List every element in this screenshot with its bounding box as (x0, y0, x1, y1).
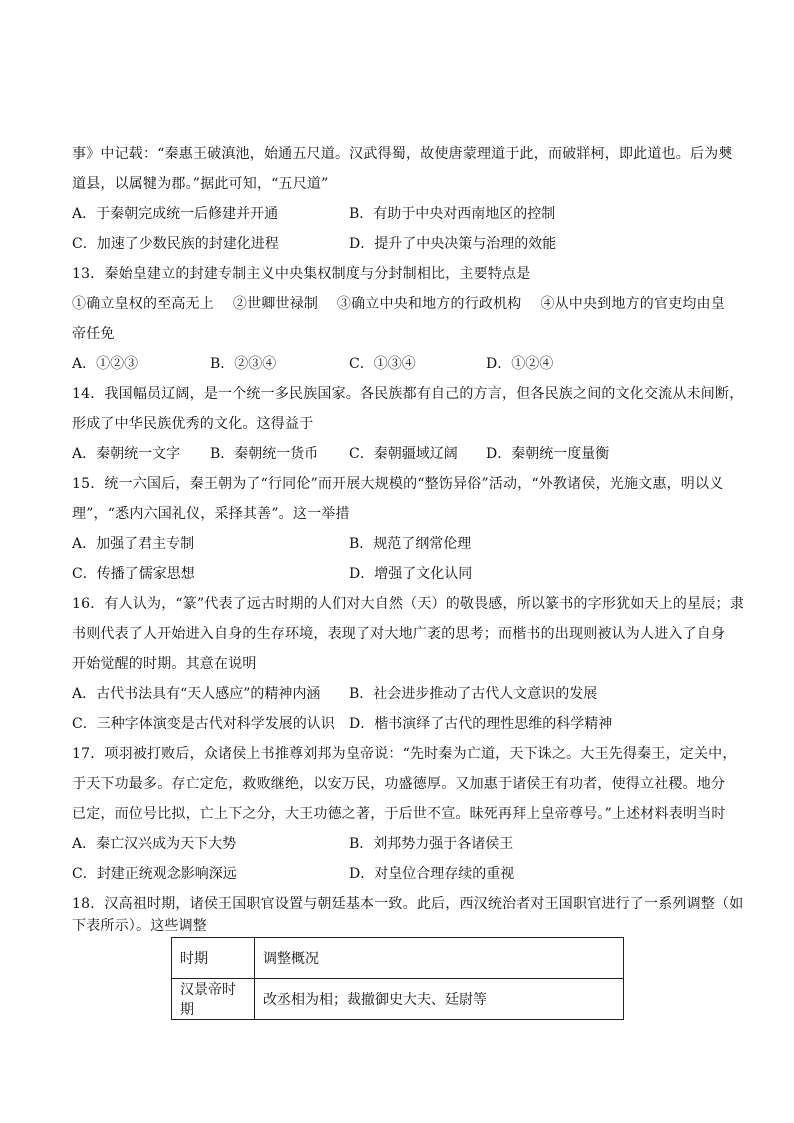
q18-stem-line-2: 下表所示）。这些调整 (72, 918, 207, 934)
q14-option-b[interactable]: B．秦朝统一货币 (210, 446, 319, 462)
q16-stem-line-2: 书则代表了人开始进入自身的生存环境，表现了对大地广袤的思考；而楷书的出现则被认为人进入了自身 (72, 626, 726, 642)
table-cell-adjustment: 改丞相为相；裁撤御史大夫、廷尉等 (255, 979, 624, 1020)
q16-stem-line-1: 16．有人认为，“篆”代表了远古时期的人们对大自然（天）的敬畏感，所以篆书的字形犹如天上的星辰；隶 (72, 596, 744, 612)
q16-option-c[interactable]: C．三种字体演变是古代对科学发展的认识 (72, 716, 335, 732)
q15-stem-line-2: 理”，“悉内六国礼仪，采择其善”。这一举措 (72, 506, 350, 522)
q12-option-a[interactable]: A．于秦朝完成统一后修建并开通 (72, 206, 279, 222)
table-row (172, 979, 624, 1020)
table-cell-period: 汉景帝时期 (172, 979, 255, 1020)
q12-stem-line-2: 道县，以属犍为郡。”据此可知，“五尺道” (72, 176, 329, 192)
q15-option-b[interactable]: B．规范了纲常伦理 (349, 536, 472, 552)
q15-option-c[interactable]: C．传播了儒家思想 (72, 566, 195, 582)
q14-stem-line-1: 14．我国幅员辽阔，是一个统一多民族国家。各民族都有自己的方言，但各民族之间的文化交流从未间断， (72, 386, 744, 402)
q12-stem-line-1: 事》中记载：“秦惠王破滇池，始通五尺道。汉武得蜀，故使唐蒙理道于此，而破牂柯，即此道也。后为僰 (72, 146, 733, 162)
q13-stem-line-1: 13．秦始皇建立的封建专制主义中央集权制度与分封制相比，主要特点是 (72, 266, 531, 282)
q17-option-a[interactable]: A．秦亡汉兴成为天下大势 (72, 836, 237, 852)
q15-stem-line-1: 15．统一六国后，秦王朝为了“行同伦”而开展大规模的“整饬异俗”活动，“外教诸侯，光施文惠，明以义 (72, 476, 724, 492)
q15-option-a[interactable]: A．加强了君主专制 (72, 536, 195, 552)
q16-stem-line-3: 开始觉醒的时期。其意在说明 (72, 656, 257, 672)
q17-option-c[interactable]: C．封建正统观念影响深远 (72, 866, 237, 882)
q13-option-a[interactable]: A．①②③ (72, 356, 139, 372)
table-header-period: 时期 (172, 938, 255, 979)
q17-option-b[interactable]: B．刘邦势力强于各诸侯王 (349, 836, 514, 852)
q13-stem-line-2: ①确立皇权的至高无上 ②世卿世禄制 ③确立中央和地方的行政机构 ④从中央到地方的官吏均由皇 (72, 296, 725, 312)
q17-stem-line-1: 17．项羽被打败后，众诸侯上书推尊刘邦为皇帝说：“先时秦为亡道，天下诛之。大王先得秦王，定关中， (72, 746, 737, 762)
q14-stem-line-2: 形成了中华民族优秀的文化。这得益于 (72, 416, 314, 432)
q16-option-d[interactable]: D．楷书演绎了古代的理性思维的科学精神 (349, 716, 613, 732)
q16-option-b[interactable]: B．社会进步推动了古代人文意识的发展 (349, 686, 598, 702)
q18-stem-line-1: 18．汉高祖时期，诸侯王国职官设置与朝廷基本一致。此后，西汉统治者对王国职官进行了一系列调整（如 (72, 896, 744, 912)
q17-option-d[interactable]: D．对皇位合理存续的重视 (349, 866, 515, 882)
q17-stem-line-3: 已定，而位号比拟，亡上下之分，大王功德之著，于后世不宣。昧死再拜上皇帝尊号。”上述材料表明当时 (72, 806, 726, 822)
q13-option-c[interactable]: C．①③④ (349, 356, 416, 372)
q16-option-a[interactable]: A．古代书法具有“天人感应”的精神内涵 (72, 686, 321, 702)
q13-option-d[interactable]: D．①②④ (486, 356, 554, 372)
q17-stem-line-2: 于天下功最多。存亡定危，救败继绝，以安万民，功盛德厚。又加惠于诸侯王有功者，使得立社稷。地分 (72, 776, 726, 792)
table-header-adjustment: 调整概况 (255, 938, 624, 979)
q13-option-b[interactable]: B．②③④ (210, 356, 277, 372)
q12-option-c[interactable]: C．加速了少数民族的封建化进程 (72, 236, 279, 252)
q13-stem-line-3: 帝任免 (72, 326, 115, 342)
q15-option-d[interactable]: D．增强了文化认同 (349, 566, 473, 582)
q14-option-d[interactable]: D．秦朝统一度量衡 (486, 446, 610, 462)
q12-option-b[interactable]: B．有助于中央对西南地区的控制 (349, 206, 556, 222)
q12-option-d[interactable]: D．提升了中央决策与治理的效能 (349, 236, 557, 252)
q14-option-a[interactable]: A．秦朝统一文字 (72, 446, 181, 462)
table-header-row (172, 938, 624, 979)
q18-table (171, 937, 624, 1020)
q14-option-c[interactable]: C．秦朝疆域辽阔 (349, 446, 458, 462)
